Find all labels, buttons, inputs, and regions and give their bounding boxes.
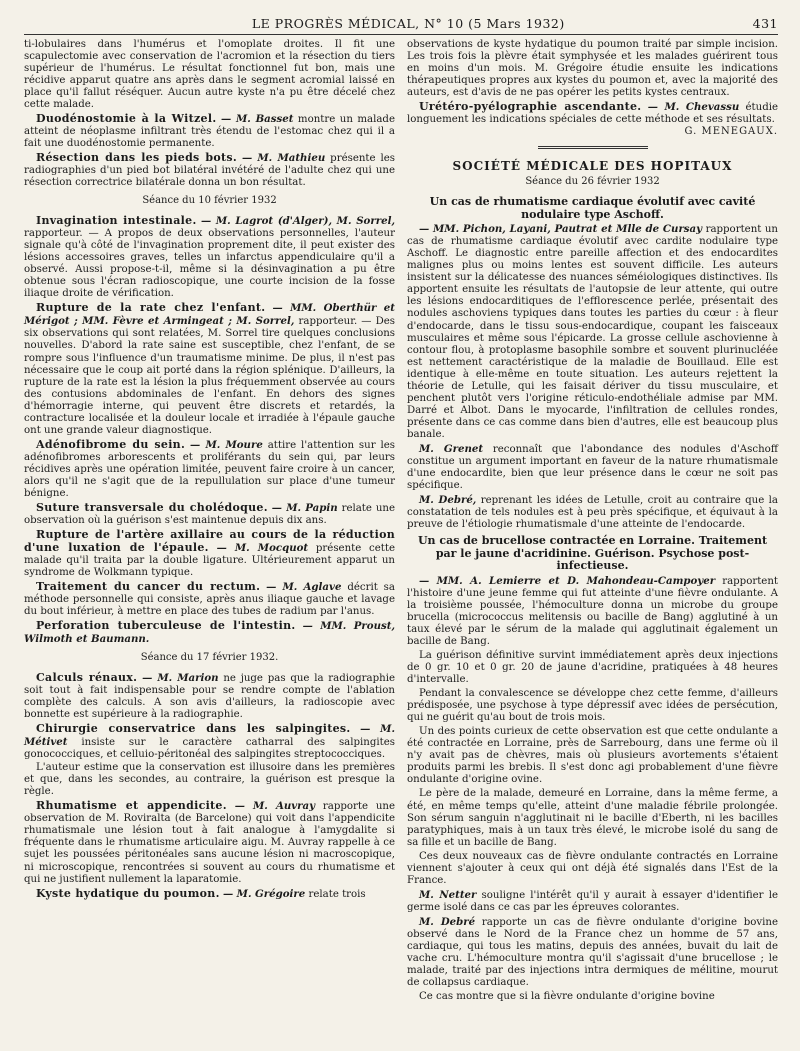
two-column-body	[24, 39, 778, 1005]
article-authors: — MM. Proust, Wilmoth et Baumann.	[24, 620, 395, 646]
article-title: Calculs rénaux.	[36, 671, 138, 685]
article-paragraph: Le père de la malade, demeuré en Lorraine, dans la même ferme, a été, en même temps qu'elle, atteint d'une maladie fébrile prolongée. Son sérum sanguin n'agglutinait ni le bacille d'Eberth, ni les bacilles paratyphiques, mais à un taux très élevé, le microbe isolé du sang de sa fille et un bacille de Bang.	[407, 788, 778, 848]
article-rupture-rate	[24, 302, 395, 436]
discussion-paragraph	[407, 889, 778, 914]
article-uretero	[407, 101, 778, 126]
article-paragraph: Un des points curieux de cette observation est que cette ondulante a été contractée en Lorraine, près de Sarrebourg, dans une ferme où il n'y avait pas de chèvres, mais où plusieurs avortements s'étaient produits parmi les brebis. Il s'est donc agi probablement d'une fièvre ondulante d'origine ovine.	[407, 726, 778, 786]
article-title: Rhumatisme et appendicite.	[36, 799, 227, 813]
seance-heading: Séance du 17 février 1932.	[140, 652, 279, 664]
article-text: montre un malade atteint de néoplasme infiltrant très étendu de l'estomac chez qui il a fait une duodénostomie permanente.	[24, 114, 395, 150]
article-title: Kyste hydatique du poumon.	[36, 886, 220, 900]
article-title: Chirurgie conservatrice dans les salpingites.	[36, 722, 351, 736]
article-authors: — M. Chevassu	[647, 101, 740, 114]
article-text: étudie longuement les indications spéciales de cette méthode et ses résultats.	[407, 102, 778, 126]
article-authors: — M. Métivet	[24, 723, 395, 749]
article-title: Rupture de la rate chez l'enfant.	[36, 301, 266, 315]
article-kyste-hydatique	[24, 888, 395, 901]
article-text: attire l'attention sur les adénofibromes arborescents et proliférants du sein qui, par leurs récidives après une opération limitée, peuvent faire croire à un cancer, alors qu'il ne s'agit que de la repullulation sur place d'une tumeur bénigne.	[24, 439, 396, 499]
article-title: Perforation tuberculeuse de l'intestin.	[36, 619, 296, 633]
article-salpingites	[24, 723, 395, 761]
article-text: relate trois	[305, 888, 366, 900]
communication-title: Un cas de brucellose contractée en Lorraine. Traitement par le jaune d'acridinine. Guérison. Psychose post-infectieuse.	[417, 534, 768, 573]
article-title: Duodénostomie à la Witzel.	[36, 112, 217, 126]
article-cancer-rectum	[24, 581, 395, 618]
article-artere-axillaire	[24, 529, 395, 579]
article-text: présente les radiographies d'un pied bot bilatéral invétéré de l'adulte chez qui une résection correctrice bilatérale donna un bon résultat.	[24, 153, 395, 189]
article-choledoque	[24, 502, 395, 527]
article-authors: — M. Mocquot	[216, 541, 309, 554]
article-text: insiste sur le caractère catharral des salpingites gonococciques, et celluio-péritonéal des salpingites streptococciques.	[24, 737, 395, 761]
article-text: ne juge pas que la radiographie soit tout à fait indispensable pour se rendre compte de l'ablation complète des calculs. A son avis d'ailleurs, la radioscopie avec bonnette est supérieure à la radiographie.	[24, 673, 395, 721]
article-paragraph: La guérison définitive survint immédiatement après deux injections de 0 gr. 10 et 0 gr. 20 de jaune d'acridine, pratiquées à 48 heures d'intervalle.	[407, 650, 778, 686]
communication-title: Un cas de rhumatisme cardiaque évolutif avec cavité nodulaire type Aschoff.	[429, 194, 756, 221]
left-column	[24, 39, 395, 1005]
article-authors: — M. Auvray	[234, 800, 316, 813]
discussion-paragraph	[407, 916, 778, 989]
article-text: relate une observation où la guérison s'est maintenue depuis dix ans.	[24, 502, 395, 526]
article-authors: — MM. A. Lemierre et D. Mahondeau-Campoyer	[419, 574, 716, 587]
article-title: Invagination intestinale.	[36, 214, 197, 228]
article-text: décrit sa méthode personnelle qui consiste, après anus iliaque gauche et lavage du bout inférieur, à mettre en place des tubes de radium par l'anus.	[24, 582, 395, 618]
article-authors: M. Debré,	[419, 493, 477, 506]
article-text: rapporteur. — A propos de deux observations personnelles, l'auteur signale qu'à côté de l'invagination proprement dite, il peut exister des lésions accessoires graves, telles un infarctus appendiculaire qu'il a observé. Aussi propose-t-il, même si la désinvagination a pu être obtenue sous l'écran radioscopique, une courte incision de la fosse iliaque droite de vérification.	[24, 228, 395, 300]
article-text: rapportent l'histoire d'une jeune femme qui fut atteinte d'une fièvre ondulante. A la troisième poussée, l'hémoculture donna un microbe du groupe brucella (micrococcus melitensis ou bacille de Bang) agglutiné à un taux élevé par le sérum de la malade qui agglutinait également un bacille de Bang.	[407, 575, 778, 648]
seance-heading: Séance du 26 février 1932	[525, 176, 660, 188]
discussion-paragraph	[407, 443, 778, 492]
article-paragraph: Ce cas montre que si la fièvre ondulante d'origine bovine	[419, 990, 715, 1002]
article-authors: M. Debré	[419, 915, 476, 928]
article-authors: — M. Grégoire	[222, 887, 306, 900]
communication-text	[407, 223, 778, 441]
article-authors: M. Grenet	[419, 442, 484, 455]
continued-text: ti-lobulaires dans l'humérus et l'omoplate droites. Il fit une scapulectomie avec conservation de l'acromion et la résection du tiers supérieur de l'humérus. Le résultat fonctionnel fut bon, mais une récidive apparut quatre ans après dans le segment acromial laissé en place qu'il fallut réséquer. Aucun autre kyste n'a pu être décelé chez cette malade.	[24, 39, 395, 111]
article-rhumatisme-appendicite	[24, 800, 395, 885]
article-perforation	[24, 620, 395, 646]
article-text: rapporte une observation de M. Roviralta (de Barcelone) qui voit dans l'appendicite rhumatismale une lésion tout à fait analogue à l'amygdalite si fréquente dans le rhumatisme articulaire aigu. M. Auvray rappelle à ce sujet les poussées péritonéales sans aucune lésion ni macroscopique, ni microscopique, rencontrées si souvent au cours du rhumatisme et qui ne justifient nullement la laparatomie.	[24, 801, 395, 885]
article-invagination	[24, 215, 395, 300]
communication-text	[407, 575, 778, 648]
section-divider	[538, 146, 648, 149]
article-text: présente cette malade qu'il traita par la double ligature. Ultérieurement apparut un syndrome de Wolkmann typique.	[24, 542, 395, 579]
article-text: rapportent un cas de rhumatisme cardiaque évolutif avec cardite nodulaire type Aschoff. Le diagnostic entre pareille affection et des endocardites malignes plus ou moins lentes est souvent difficile. Les auteurs insistent sur la délicatesse des nuances séméiologiques distinctives. Ils apportent ensuite les résultats de l'autopsie de leur attente, qui outre les lésions endocarditiques de l'efflorescence perlée, présentait des nodules aschoviens typiques dans toutes les parties du cœur : à fleur d'endocarde, dans le tissu sous-endocardique, coupant les faisceaux musculaires et même sous l'épicarde. La grosse cellule aschovienne à contour flou, à protoplasme basophile sombre et souvent plurinucléée est nettement caractéristique de la maladie de Bouillaud. Elle est identique à elle-même en toute situation. Les auteurs rejettent la théorie de Letulle, qui les faisait dériver du tissu musculaire, et penchent plutôt vers l'origine réticulo-endothéliale admise par MM. Darré et Albot. Dans le myocarde, l'infiltration de cellules rondes, présente dans ce cas comme dans bien d'autres, elle est beaucoup plus banale.	[407, 224, 778, 440]
article-title: Traitement du cancer du rectum.	[36, 580, 261, 594]
running-header	[24, 16, 778, 31]
article-paragraph: L'auteur estime que la conservation est illusoire dans les premières et que, dans les secondes, au contraire, la guérison est presque la règle.	[24, 762, 395, 798]
header-rule	[24, 34, 778, 35]
right-column	[407, 39, 778, 1005]
article-adenofibrome	[24, 439, 395, 500]
article-authors: — MM. Pichon, Layani, Pautrat et Mlle de Cursay	[419, 223, 703, 236]
article-authors: M. Netter	[419, 888, 477, 901]
article-authors: — M. Moure	[190, 438, 263, 451]
article-text: rapporte un cas de fièvre ondulante d'origine bovine observé dans le Nord de la France chez un homme de 57 ans, cardiaque, qui tous les matins, depuis des années, buvait du lait de vache cru. L'hémoculture montra qu'il s'agissait d'une brucellose ; le malade, traité par des injections intra dermiques de mélitine, mourut de collapsus cardiaque.	[407, 916, 778, 988]
article-authors: — M. Mathieu	[241, 152, 326, 165]
article-authors: — M. Papin	[271, 501, 338, 514]
article-authors: — MM. Oberthür et Mérigot ; MM. Fèvre et Armingeat ; M. Sorrel,	[24, 302, 395, 328]
seance-heading: Séance du 10 février 1932	[142, 195, 277, 207]
article-authors: — M. Lagrot (d'Alger), M. Sorrel,	[200, 215, 395, 228]
continued-text: observations de kyste hydatique du poumon traité par simple incision. Les trois fois la plèvre était symphysée et les malades guérirent tous en moins d'un mois. M. Grégoire étudie ensuite les indications thérapeutiques propres aux kystes du poumon et, avec la majorité des auteurs, est d'avis de ne pas opérer les petits kystes centraux.	[407, 39, 778, 99]
society-heading: SOCIÉTÉ MÉDICALE DES HOPITAUX	[452, 159, 733, 174]
article-text: reprenant les idées de Letulle, croit au contraire que la constatation de tels nodules est à peu près spécifique, et équivaut à la preuve de l'étiologie rhumatismale d'une atteinte de l'endocarde.	[407, 494, 778, 530]
journal-title: LE PROGRÈS MÉDICAL, N° 10 (5 Mars 1932)	[251, 16, 565, 31]
article-calculs	[24, 672, 395, 721]
article-authors: — M. Marion	[142, 672, 219, 685]
article-title: Urétéro-pyélographie ascendante.	[419, 100, 642, 114]
article-authors: — M. Aglave	[266, 581, 342, 594]
article-text: rapporteur. — Des six observations qui sont relatées, M. Sorrel tire quelques conclusions nouvelles. D'abord la rate saine est susceptible, chez l'enfant, de se rompre sous l'influence d'un traumatisme minime. De plus, il n'est pas nécessaire que le coup ait porté dans la région splénique. D'ailleurs, la rupture de la rate est la lésion la plus fréquemment observée au cours des contusions abdominales de l'enfant. En dehors des signes d'hémorragie interne, qui peuvent être discrets et retardés, la contracture localisée et la douleur locale et irradiée à l'épaule gauche ont une grande valeur diagnostique.	[24, 316, 395, 436]
page-number: 431	[752, 16, 778, 31]
article-authors: — M. Basset	[220, 113, 294, 126]
discussion-paragraph	[407, 494, 778, 531]
article-title: Adénofibrome du sein.	[36, 437, 186, 451]
article-paragraph: Ces deux nouveaux cas de fièvre ondulante contractés en Lorraine viennent s'ajouter à ceux qui ont déjà été signalés dans l'Est de la France.	[407, 850, 778, 886]
article-pieds-bots	[24, 152, 395, 189]
article-paragraph: Pendant la convalescence se développe chez cette femme, d'ailleurs prédisposée, une psychose à type dépressif avec idées de persécution, qui ne guérit qu'au bout de trois mois.	[407, 688, 778, 724]
article-title: Rupture de l'artère axillaire au cours de la réduction d'une luxation de l'épaule.	[24, 527, 395, 554]
section-signature: G. MENEGAUX.	[684, 126, 778, 138]
article-text: reconnaît que l'abondance des nodules d'Aschoff constitue un argument important en faveur de la nature rhumatismale d'une endocardite, bien que leur présence dans le cœur ne soit pas spécifique.	[407, 443, 778, 491]
article-text: souligne l'intérêt qu'il y aurait à essayer d'identifier le germe isolé dans ce cas par les épreuves colorantes.	[407, 889, 778, 913]
article-title: Résection dans les pieds bots.	[36, 151, 238, 165]
article-duodenostomie	[24, 113, 395, 150]
article-title: Suture transversale du cholédoque.	[36, 500, 268, 514]
